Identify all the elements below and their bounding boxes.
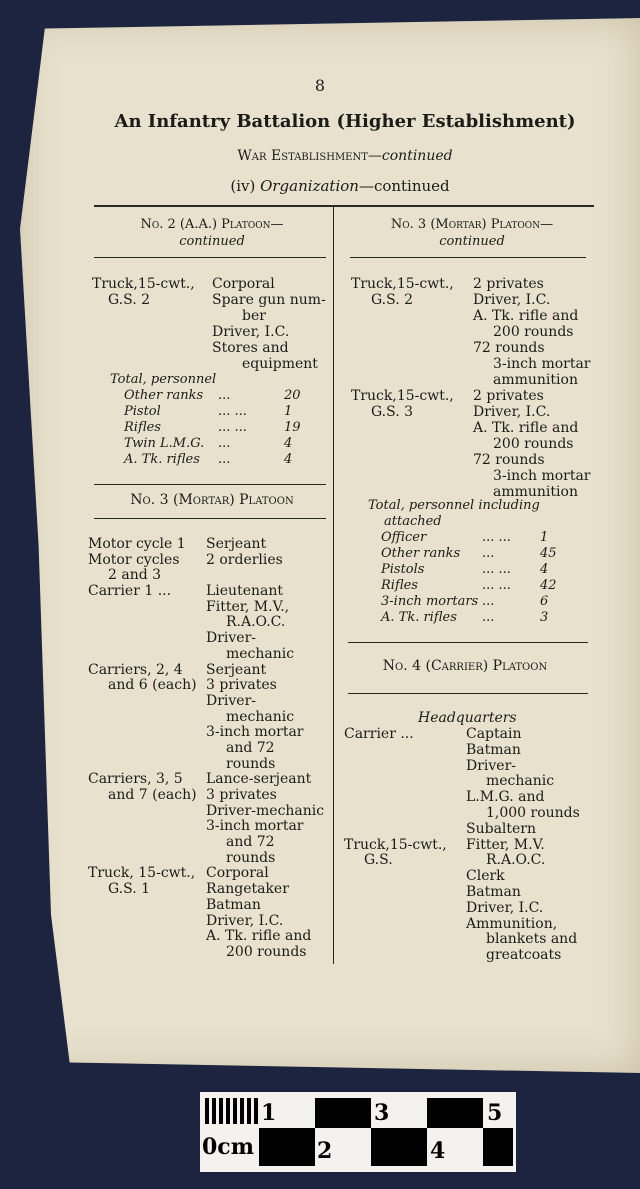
subtitle-war-establishment xyxy=(200,148,490,164)
left-truck1-p1: Spare gun num- xyxy=(212,292,326,308)
left-col-b-line: Fitter, M.V., xyxy=(206,598,290,615)
left-col-a-line xyxy=(88,614,197,630)
left-col-a-line xyxy=(88,756,197,772)
scale-label-0: 0cm xyxy=(202,1134,254,1160)
total-label: Twin L.M.G. xyxy=(124,436,205,451)
left-truck1-p3: Driver, I.C. xyxy=(212,324,290,340)
left-truck1-vehicle xyxy=(92,276,195,308)
left-col-a-line: Carriers, 2, 4 xyxy=(88,661,183,678)
left-col-b-line: 200 rounds xyxy=(226,943,307,960)
top-rule xyxy=(94,205,594,207)
right-col2-b-line: Clerk xyxy=(466,868,505,885)
total-value: 4 xyxy=(540,562,549,577)
left-rule-2 xyxy=(94,484,326,485)
left-col-b-line xyxy=(206,567,324,583)
left-col-b-line: Driver-mechanic xyxy=(206,802,325,819)
left-col-b-line: 3 privates xyxy=(206,677,277,694)
left-truck1-p2: ber xyxy=(242,308,266,324)
right-col2-a-line xyxy=(344,758,447,774)
left-col-b-line: Lance-serjeant xyxy=(206,771,312,788)
right-heading-line2: continued xyxy=(439,234,505,249)
right-hq-label: Headquarters xyxy=(418,710,517,726)
left-col-a-line: Carrier 1 ... xyxy=(88,583,172,600)
right-totals-label2: attached xyxy=(384,514,442,529)
right-col-b-line: Driver, I.C. xyxy=(473,404,551,420)
right-col-a-line xyxy=(351,308,454,324)
left-col-b-line: 2 orderlies xyxy=(206,551,283,568)
total-value: 19 xyxy=(284,420,301,435)
right-col-b-line: 2 privates xyxy=(473,388,544,404)
right-col-a-line: Truck,15-cwt., xyxy=(351,276,454,292)
total-label: Pistol xyxy=(124,404,161,419)
scale-label-2: 2 xyxy=(317,1138,333,1164)
right-col2-a-line: G.S. xyxy=(364,852,393,869)
right-col2-a-line xyxy=(344,821,447,837)
left-col-a-line: Carriers, 3, 5 xyxy=(88,771,183,788)
subtitle2-rest: —continued xyxy=(358,177,450,195)
right-col-a-line: G.S. 3 xyxy=(371,404,414,420)
left-rule-3 xyxy=(94,518,326,519)
left-col-b-line: Driver- xyxy=(206,692,257,709)
left-col-a-line: and 7 (each) xyxy=(108,787,197,803)
left-col-a-line xyxy=(88,709,197,725)
right-col2-a-line xyxy=(344,773,447,789)
left-col-a-line: and 6 (each) xyxy=(108,677,197,694)
total-label: Other ranks xyxy=(124,388,204,403)
total-label: Rifles xyxy=(381,578,418,593)
scale-block-3 xyxy=(259,1128,315,1166)
left-personnel-list xyxy=(206,536,324,960)
right-col2-b-line: Driver, I.C. xyxy=(466,899,544,916)
right-col2-b-line: greatcoats xyxy=(486,947,562,964)
total-label: Other ranks xyxy=(381,546,461,561)
left-col-b-line: and 72 xyxy=(226,739,275,756)
total-dots: ... xyxy=(482,610,495,625)
total-label: Pistols xyxy=(381,562,425,577)
left-col-a-line: Motor cycles xyxy=(88,551,180,568)
right-col2-b-line: Fitter, M.V. xyxy=(466,836,545,853)
total-label: Rifles xyxy=(124,420,161,435)
left-vehicles-list xyxy=(88,536,197,897)
total-dots: ... ... xyxy=(218,404,247,419)
right-col-a-line: G.S. 2 xyxy=(371,292,414,308)
right-col-b-line: A. Tk. rifle and xyxy=(473,420,579,436)
left-col-a-line: Motor cycle 1 xyxy=(88,536,186,552)
total-dots: ... ... xyxy=(482,530,511,545)
left-col-b-line: Lieutenant xyxy=(206,583,283,600)
right-col-a-line: Truck,15-cwt., xyxy=(351,388,454,404)
right-personnel-list xyxy=(473,276,591,500)
right-col-b-line: A. Tk. rifle and xyxy=(473,308,579,324)
total-value: 3 xyxy=(540,610,549,625)
left-col-b-line: and 72 xyxy=(226,834,275,851)
subtitle-cont: —continued xyxy=(367,148,453,164)
total-label: 3-inch mortars xyxy=(381,594,479,609)
left-col-a-line xyxy=(88,818,197,834)
left-truck1-p0: Corporal xyxy=(212,276,275,292)
right-col2-b-line: Batman xyxy=(466,883,521,900)
left-col-a-line xyxy=(88,599,197,615)
left-col-b-line: 3-inch mortar xyxy=(206,818,304,835)
left-col-b-line: rounds xyxy=(226,849,276,866)
right-col2-b-line: L.M.G. and xyxy=(466,789,545,806)
page-number: 8 xyxy=(314,76,326,95)
right-col-b-line: ammunition xyxy=(493,484,578,500)
left-col-a-line xyxy=(88,834,197,850)
right-col-b-line: 72 rounds xyxy=(473,452,545,468)
right-col2-b-line: 1,000 rounds xyxy=(486,804,580,821)
right-col2-a-line: Truck,15-cwt., xyxy=(344,836,447,853)
right-col2-b-line: Batman xyxy=(466,741,521,758)
right-rule-3 xyxy=(348,693,588,694)
scale-label-5: 5 xyxy=(487,1100,503,1126)
right-col-b-line: 200 rounds xyxy=(493,436,574,452)
total-value: 6 xyxy=(540,594,549,609)
left-col-b-line: Corporal xyxy=(206,865,269,882)
total-dots: ... xyxy=(218,436,231,451)
left-col-a-line: 2 and 3 xyxy=(108,567,162,584)
total-value: 4 xyxy=(284,436,293,451)
total-label: Officer xyxy=(381,530,427,545)
right-col2-b-line: R.A.O.C. xyxy=(486,852,546,869)
left-rule-1 xyxy=(94,257,326,258)
left-col-b-line: mechanic xyxy=(226,645,295,662)
total-value: 45 xyxy=(540,546,557,561)
scale-block-5 xyxy=(483,1128,513,1166)
right-heading-line1: No. 3 (Mortar) Platoon— xyxy=(390,217,554,232)
total-label: A. Tk. rifles xyxy=(124,452,200,467)
total-dots: ... xyxy=(482,546,495,561)
left-totals-label: Total, personnel xyxy=(110,372,217,387)
left-col-b-line: 3-inch mortar xyxy=(206,724,304,741)
right-rule-2 xyxy=(348,642,588,643)
left-col-a-line xyxy=(88,740,197,756)
subtitle-sc: War Establishment xyxy=(237,148,368,164)
right-col-b-line: 3-inch mortar xyxy=(493,356,591,372)
total-dots: ... ... xyxy=(482,562,511,577)
right-col2-b-line: Driver- xyxy=(466,757,517,774)
left-col-a-line xyxy=(88,630,197,646)
left-truck1-p5: equipment xyxy=(242,356,318,372)
total-value: 1 xyxy=(540,530,549,545)
right-col2-b-line: Ammunition, xyxy=(466,915,558,932)
right-col2-b-line: Subaltern xyxy=(466,820,537,837)
left-heading-mortar-platoon: No. 3 (Mortar) Platoon xyxy=(130,492,294,508)
column-divider xyxy=(333,207,334,964)
right-col-b-line: 72 rounds xyxy=(473,340,545,356)
right-vehicles-list xyxy=(351,276,454,420)
right-col-a-line xyxy=(351,324,454,340)
right-col2-b-line: Captain xyxy=(466,726,522,742)
left-col-b-line: Batman xyxy=(206,896,261,913)
total-value: 42 xyxy=(540,578,557,593)
left-truck1-line1: Truck,15-cwt., xyxy=(92,276,195,292)
left-col-b-line: R.A.O.C. xyxy=(226,614,286,631)
total-value: 4 xyxy=(284,452,293,467)
subtitle-organization xyxy=(210,177,470,195)
total-dots: ... ... xyxy=(218,420,247,435)
left-col-b-line: Serjeant xyxy=(206,536,267,552)
left-col-b-line: 3 privates xyxy=(206,787,277,803)
right-col-a-line xyxy=(351,340,454,356)
scale-block-4 xyxy=(371,1128,427,1166)
scale-block-2 xyxy=(427,1098,483,1128)
right-carrier-personnel-list xyxy=(466,726,580,963)
left-col-b-line: mechanic xyxy=(226,708,295,725)
total-dots: ... xyxy=(218,452,231,467)
right-col2-a-line xyxy=(344,805,447,821)
left-col-a-line xyxy=(88,803,197,819)
right-totals-label: Total, personnel including xyxy=(368,498,540,513)
left-col-a-line xyxy=(88,646,197,662)
page-title: An Infantry Battalion (Higher Establishment) xyxy=(114,111,576,132)
left-heading-line2: continued xyxy=(179,234,245,249)
left-col-b-line: A. Tk. rifle and xyxy=(206,928,312,945)
total-value: 20 xyxy=(284,388,301,403)
left-col-a-line: G.S. 1 xyxy=(108,881,151,898)
total-value: 1 xyxy=(284,404,293,419)
left-heading-aa-platoon xyxy=(94,216,330,250)
right-col-b-line: ammunition xyxy=(493,372,578,388)
right-rule-1 xyxy=(350,257,586,258)
scale-label-3: 3 xyxy=(374,1100,390,1126)
total-dots: ... xyxy=(482,594,495,609)
total-dots: ... ... xyxy=(482,578,511,593)
right-col2-a-line xyxy=(344,789,447,805)
left-col-b-line: Driver, I.C. xyxy=(206,912,284,929)
left-col-b-line: Rangetaker xyxy=(206,881,289,898)
total-label: A. Tk. rifles xyxy=(381,610,457,625)
right-col2-a-line: Carrier ... xyxy=(344,726,414,742)
left-col-b-line: Serjeant xyxy=(206,661,267,678)
left-col-a-line xyxy=(88,693,197,709)
left-truck1-line2: G.S. 2 xyxy=(108,292,151,308)
right-col-b-line: Driver, I.C. xyxy=(473,292,551,308)
left-truck1-personnel xyxy=(212,276,326,372)
right-col-b-line: 3-inch mortar xyxy=(493,468,591,484)
right-heading-carrier-platoon: No. 4 (Carrier) Platoon xyxy=(382,658,548,674)
right-col2-b-line: blankets and xyxy=(486,931,578,948)
left-col-b-line: Driver- xyxy=(206,630,257,647)
scale-label-1: 1 xyxy=(261,1100,277,1126)
right-col2-a-line xyxy=(344,742,447,758)
scale-label-4: 4 xyxy=(430,1138,446,1164)
left-col-b-line: rounds xyxy=(226,755,276,772)
subtitle2-italic: Organization xyxy=(260,177,359,195)
scale-bar xyxy=(200,1092,516,1172)
right-col-b-line: 200 rounds xyxy=(493,324,574,340)
right-col-a-line xyxy=(351,356,454,372)
left-heading-line1: No. 2 (A.A.) Platoon— xyxy=(140,217,284,232)
left-col-a-line xyxy=(88,850,197,866)
right-carrier-vehicles-list xyxy=(344,726,447,868)
right-col2-b-line: mechanic xyxy=(486,773,555,790)
left-truck1-p4: Stores and xyxy=(212,340,289,356)
subtitle2-prefix: (iv) xyxy=(230,177,261,195)
right-col-b-line: 2 privates xyxy=(473,276,544,292)
left-col-a-line: Truck, 15-cwt., xyxy=(88,865,196,882)
total-dots: ... xyxy=(218,388,231,403)
left-col-a-line xyxy=(88,724,197,740)
right-col-a-line xyxy=(351,372,454,388)
right-heading-mortar-platoon xyxy=(340,216,604,250)
scale-block-1 xyxy=(315,1098,371,1128)
